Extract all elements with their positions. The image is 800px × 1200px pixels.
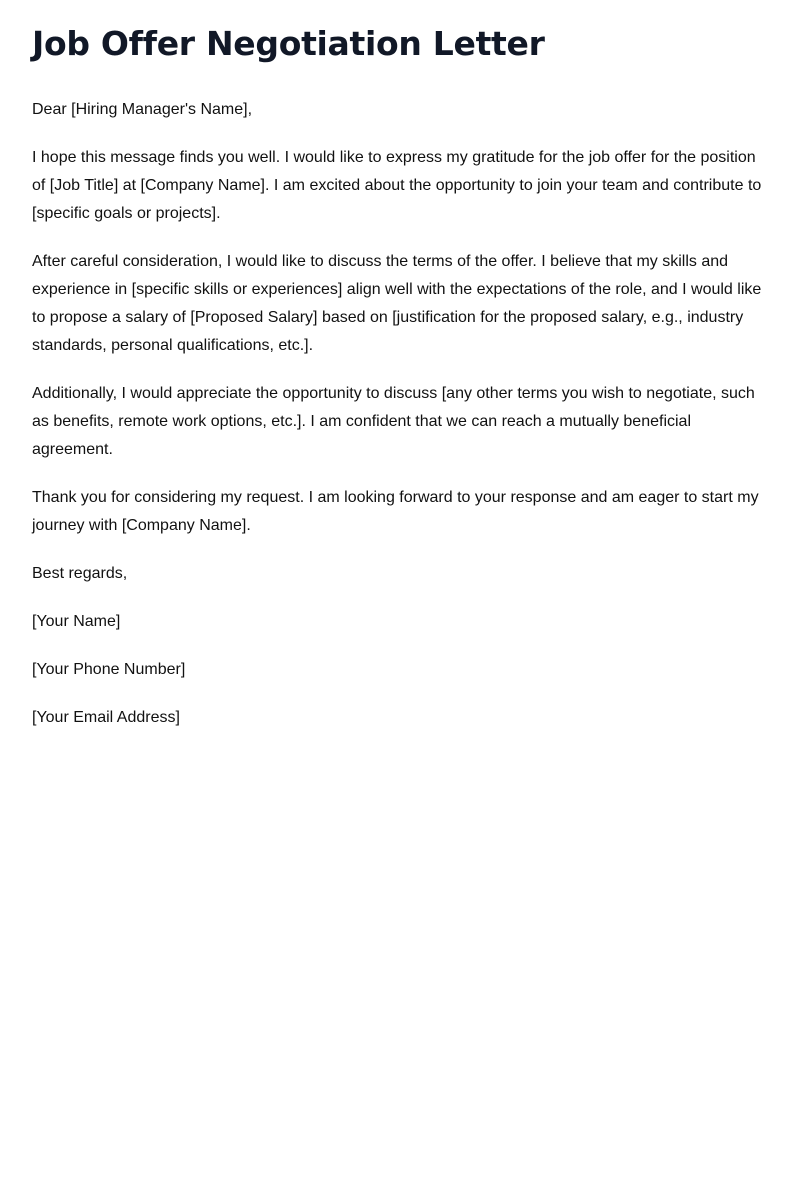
paragraph-thanks: Thank you for considering my request. I am looking forward to your response and am eager to start my journey with [Company Name].: [32, 489, 759, 534]
signature-email: [Your Email Address]: [32, 709, 180, 726]
signature-phone: [Your Phone Number]: [32, 661, 186, 678]
salutation: Dear [Hiring Manager's Name],: [32, 101, 253, 118]
paragraph-gratitude: I hope this message finds you well. I would like to express my gratitude for the job offer for the position of [Job Title] at [Company Name]. I am excited about the opportunity to join your team and contribute to [specific goals or projects].: [32, 149, 762, 222]
paragraph-negotiation: After careful consideration, I would like to discuss the terms of the offer. I believe that my skills and experience in [specific skills or experiences] align well with the expectations of the role, and I would like to propose a salary of [Proposed Salary] based on [justification for the proposed salary, e.g., industry standards, personal qualifications, etc.].: [32, 253, 762, 354]
closing: Best regards,: [32, 565, 128, 582]
letter-page: [32, 22, 772, 752]
page-title: Job Offer Negotiation Letter: [32, 24, 545, 63]
signature-name: [Your Name]: [32, 613, 121, 630]
letter-body: [32, 96, 772, 732]
paragraph-additional-terms: Additionally, I would appreciate the opportunity to discuss [any other terms you wish to negotiate, such as benefits, remote work options, etc.]. I am confident that we can reach a mutually beneficial agreement.: [32, 385, 755, 458]
